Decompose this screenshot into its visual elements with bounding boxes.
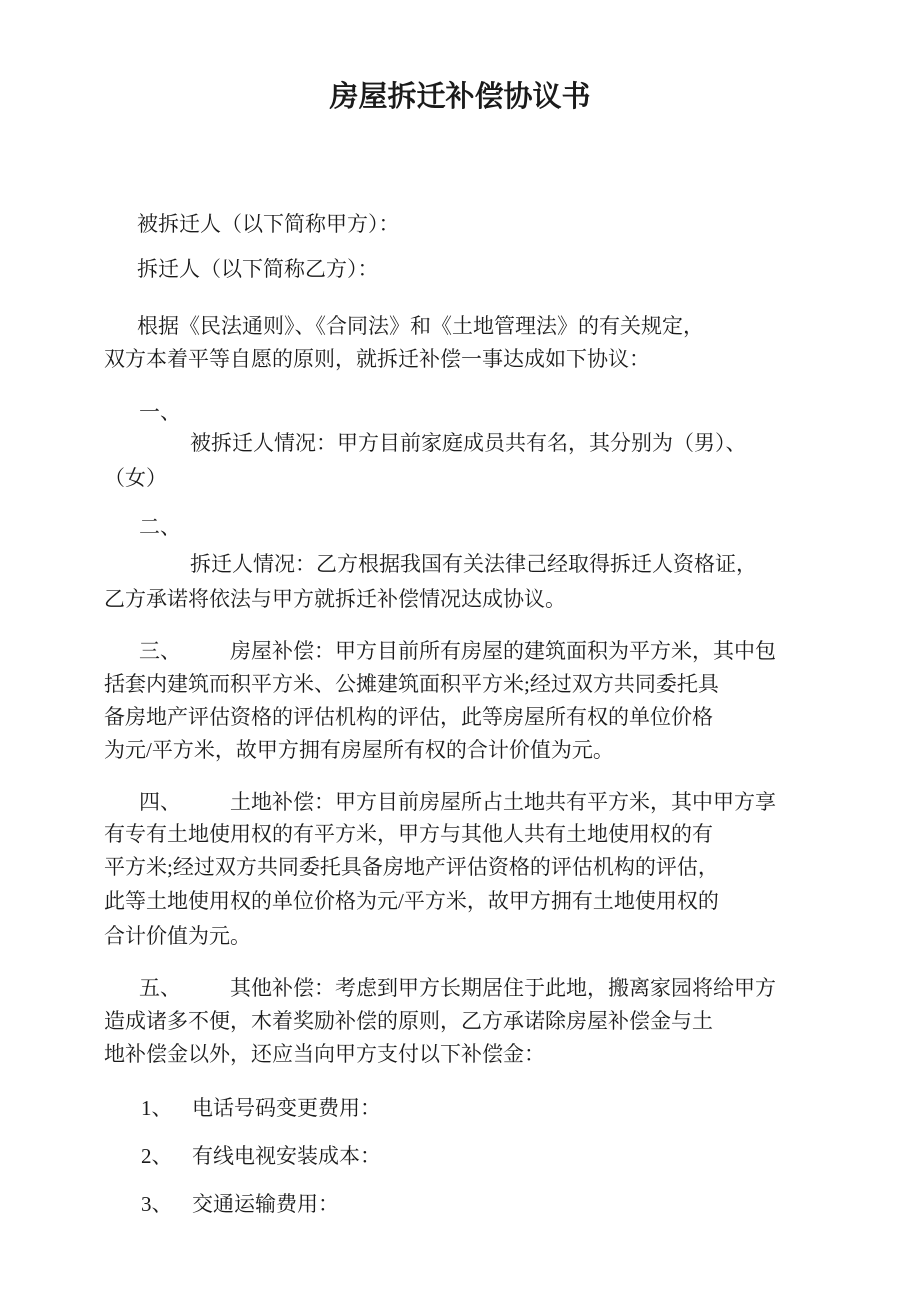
sub-item-2-text: 有线电视安装成本：: [192, 1144, 381, 1168]
clause-2-line-1: 拆迁人情况：乙方根据我国有关法律己经取得拆迁人资格证，: [190, 552, 757, 576]
sub-item-1-number: 1、: [141, 1096, 173, 1120]
sub-item-2-number: 2、: [141, 1144, 173, 1168]
clause-5-number: 五、: [139, 976, 181, 1000]
sub-item-3: [141, 1191, 339, 1217]
clause-4-line-5: 合计价值为元。: [104, 924, 251, 948]
clause-3-line-2: 括套内建筑而积平方米、公摊建筑面积平方米;经过双方共同委托具: [104, 672, 719, 696]
clause-5-line-3: 地补偿金以外，还应当向甲方支付以下补偿金：: [104, 1042, 545, 1066]
party-a-line: 被拆迁人（以下简称甲方）：: [137, 212, 400, 236]
clause-5-line-1: [139, 975, 776, 1001]
clause-1-line-2: （女）: [104, 466, 167, 490]
clause-2-line-2: 乙方承诺将依法与甲方就拆迁补偿情况达成协议。: [104, 587, 566, 611]
clause-4-text: 土地补偿：甲方目前房屋所占土地共有平方米，其中甲方享: [230, 790, 776, 814]
sub-item-3-text: 交通运输费用：: [192, 1192, 339, 1216]
sub-item-1-text: 电话号码变更费用：: [192, 1096, 381, 1120]
clause-1-number: 一、: [139, 400, 181, 424]
preamble-line-1: 根据《民法通则》、《合同法》和《土地管理法》的有关规定，: [137, 314, 704, 338]
sub-item-2: [141, 1143, 381, 1169]
clause-3-text: 房屋补偿：甲方目前所有房屋的建筑面积为平方米，其中包: [230, 639, 776, 663]
party-b-line: 拆迁人（以下简称乙方）：: [137, 257, 379, 281]
clause-4-line-2: 有专有土地使用权的有平方米，甲方与其他人共有土地使用权的有: [104, 822, 713, 846]
clause-3-line-1: [139, 638, 776, 664]
clause-4-line-3: 平方米;经过双方共同委托具备房地产评估资格的评估机构的评估，: [104, 855, 719, 879]
clause-4-line-1: [139, 789, 776, 815]
clause-3-number: 三、: [139, 639, 181, 663]
clause-5-line-2: 造成诸多不便，木着奖励补偿的原则，乙方承诺除房屋补偿金与土: [104, 1009, 713, 1033]
preamble-line-2: 双方本着平等自愿的原则，就拆迁补偿一事达成如下协议：: [104, 347, 650, 371]
document-title: 房屋拆迁补偿协议书: [329, 81, 591, 113]
clause-4-line-4: 此等土地使用权的单位价格为元/平方米，故甲方拥有土地使用权的: [104, 889, 719, 913]
clause-5-text: 其他补偿：考虑到甲方长期居住于此地，搬离家园将给甲方: [230, 976, 776, 1000]
clause-3-line-3: 备房地产评估资格的评估机构的评估，此等房屋所有权的单位价格: [104, 705, 713, 729]
clause-4-number: 四、: [139, 790, 181, 814]
clause-1-line-1: 被拆迁人情况：甲方目前家庭成员共有名，其分别为（男）、: [190, 431, 747, 455]
sub-item-1: [141, 1095, 381, 1121]
clause-3-line-4: 为元/平方米，故甲方拥有房屋所有权的合计价值为元。: [104, 738, 614, 762]
sub-item-3-number: 3、: [141, 1192, 173, 1216]
clause-2-number: 二、: [139, 515, 181, 539]
